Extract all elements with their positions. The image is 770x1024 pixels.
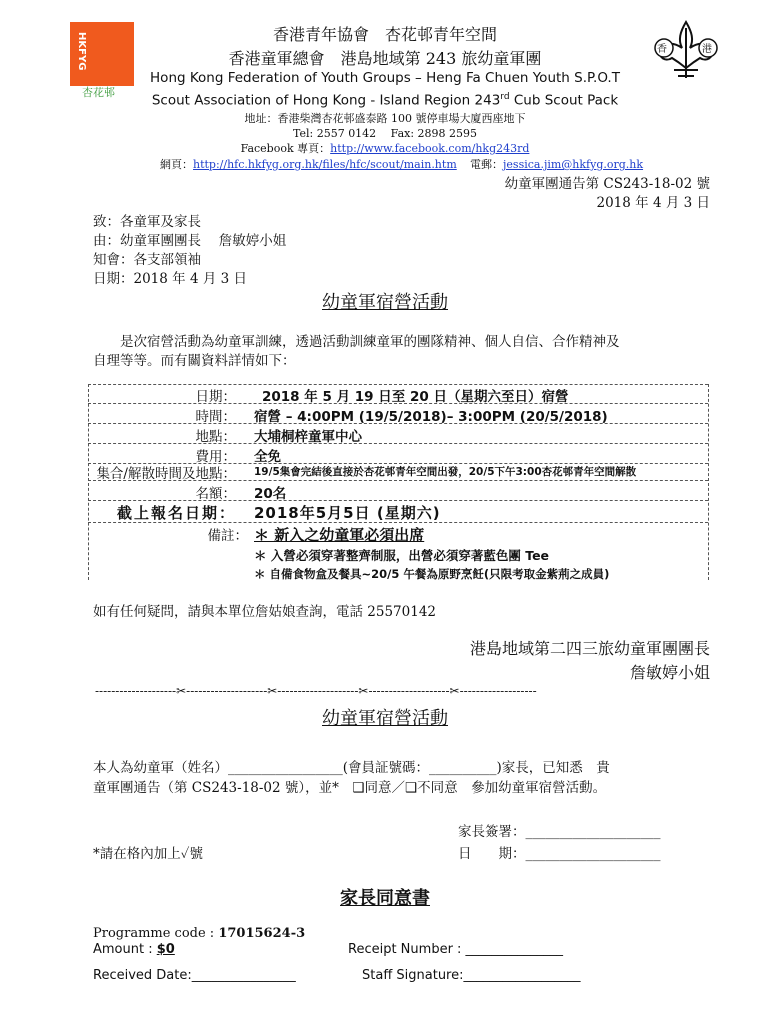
logo-subtext: 杏花邨 <box>82 86 115 99</box>
memo-date: 日期：2018 年 4 月 3 日 <box>93 271 247 287</box>
notice-date: 2018 年 4 月 3 日 <box>596 195 710 211</box>
detail-row-venue <box>88 425 708 444</box>
deadline-label: 截上報名日期： <box>116 504 236 522</box>
tick-note: *請在格內加上✓號 <box>93 846 203 862</box>
header-line-1: 香港青年協會 杏花邨青年空間 <box>272 25 497 44</box>
amount-value: $0 <box>156 942 175 957</box>
email-link[interactable]: jessica.jim@hkfyg.org.hk <box>503 158 644 171</box>
reply-line-2: 童軍團通告（第 CS243-18-02 號），並* ❑同意／❑不同意 參加幼童軍宿營活動。 <box>93 780 607 796</box>
detail-value: 2018 年 5 月 19 日至 20 日（星期六至日）宿營 <box>262 389 569 405</box>
header-line-3: Hong Kong Federation of Youth Groups – Heng Fa Chuen Youth S.P.O.T <box>150 70 620 86</box>
logo-text: HKFYG <box>76 32 87 71</box>
programme-code: 17015624-3 <box>218 926 306 941</box>
detail-label: 費用： <box>195 449 236 465</box>
detail-row-deadline <box>88 502 708 523</box>
detail-value: 全免 <box>254 449 281 465</box>
enquiry-text: 如有任何疑問，請與本單位詹姑娘查詢，電話 25570142 <box>93 604 437 620</box>
detail-label: 日期： <box>195 389 236 405</box>
facebook-label: Facebook 專頁： <box>240 142 331 155</box>
detail-row-time <box>88 405 708 424</box>
detail-row-date <box>88 385 708 404</box>
detail-row-quota <box>88 482 708 501</box>
detail-label: 時間： <box>195 409 236 425</box>
detail-value: 宿營 – 4:00PM (19/5/2018)– 3:00PM (20/5/2018) <box>254 409 608 425</box>
remark-item-1: ＊ 新入之幼童軍必須出席 <box>254 526 425 544</box>
received-date-field[interactable]: Received Date:________________ <box>93 968 296 983</box>
staff-signature-field[interactable]: Staff Signature:__________________ <box>362 968 581 983</box>
detail-label: 名額： <box>195 486 236 502</box>
emblem-char-left: 香 <box>657 44 667 55</box>
memo-to: 致：各童軍及家長 <box>93 214 201 230</box>
emblem-char-right: 港 <box>702 44 712 55</box>
remark-item-2: ＊ 入營必須穿著整齊制服，出營必須穿著藍色團 Tee <box>254 548 550 563</box>
header-line-4-main: Scout Association of Hong Kong - Island Region 243 <box>151 92 501 109</box>
details-box-right <box>708 384 709 580</box>
sign-date-field[interactable]: 日 期：____________________ <box>458 846 661 862</box>
cut-line: --------------------✂--------------------✂--------------------✂--------------------✂------------------- <box>95 684 537 698</box>
page-title: 幼童軍宿營活動 <box>322 292 448 313</box>
signature-name: 詹敏婷小姐 <box>629 663 710 682</box>
amount-label: Amount : <box>93 942 157 957</box>
consent-title: 家長同意書 <box>340 888 430 909</box>
tel-fax: Tel: 2557 0142 Fax: 2898 2595 <box>292 127 478 140</box>
email-line <box>470 156 643 172</box>
memo-from: 由：幼童軍團團長 詹敏婷小姐 <box>93 233 287 249</box>
remarks-label: 備註： <box>207 528 248 544</box>
remark-item-3: ＊ 自備食物盒及餐具~20/5 午餐為原野烹飪(只限考取金紫荊之成員) <box>254 567 610 581</box>
deadline-value: 2018年5月5日 (星期六) <box>254 504 441 522</box>
notice-ref: 幼童軍團通告第 CS243-18-02 號 <box>504 176 710 192</box>
header-line-4-tail: Cub Scout Pack <box>509 92 619 109</box>
detail-label: 地點： <box>195 429 236 445</box>
receipt-number-field[interactable]: Receipt Number : _______________ <box>348 942 564 957</box>
programme-label: Programme code : <box>93 926 219 941</box>
website-link[interactable]: http://hfc.hkfyg.org.hk/files/hfc/scout/main.htm <box>193 158 457 171</box>
reply-title: 幼童軍宿營活動 <box>322 708 448 729</box>
intro-line-1: 是次宿營活動為幼童軍訓練，透過活動訓練童軍的團隊精神、個人自信、合作精神及 <box>120 334 620 350</box>
address: 地址：香港柴灣杏花邨盛泰路 100 號停車場大廈西座地下 <box>244 112 526 125</box>
header-line-2: 香港童軍總會 港島地域第 243 旅幼童軍團 <box>228 49 542 68</box>
header-line-4 <box>0 92 770 109</box>
email-label: 電郵： <box>470 158 503 171</box>
detail-row-assembly <box>88 462 708 481</box>
memo-cc: 知會：各支部領袖 <box>93 252 201 268</box>
web-label: 網頁： <box>160 158 193 171</box>
programme-code-line <box>93 926 305 941</box>
reply-line-1: 本人為幼童軍（姓名）_________________(會員証號碼：__________)家長，已知悉 貴 <box>93 760 610 776</box>
parent-signature-field[interactable]: 家長簽署：____________________ <box>458 824 661 840</box>
header-line-4-sup: rd <box>500 92 510 102</box>
signature-title: 港島地域第二四三旅幼童軍團團長 <box>469 639 710 658</box>
detail-value: 大埔桐梓童軍中心 <box>254 429 362 445</box>
web-line <box>160 156 457 172</box>
intro-line-2: 自理等等。而有關資料詳情如下： <box>93 353 296 369</box>
facebook-line <box>0 140 770 156</box>
amount-line <box>93 942 175 957</box>
facebook-link[interactable]: http://www.facebook.com/hkg243rd <box>330 142 530 155</box>
detail-label: 集合/解散時間及地點： <box>96 466 236 482</box>
detail-value: 19/5集會完結後直接於杏花邨青年空間出發，20/5下午3:00杏花邨青年空間解散 <box>254 466 637 478</box>
detail-value: 20名 <box>254 486 287 502</box>
